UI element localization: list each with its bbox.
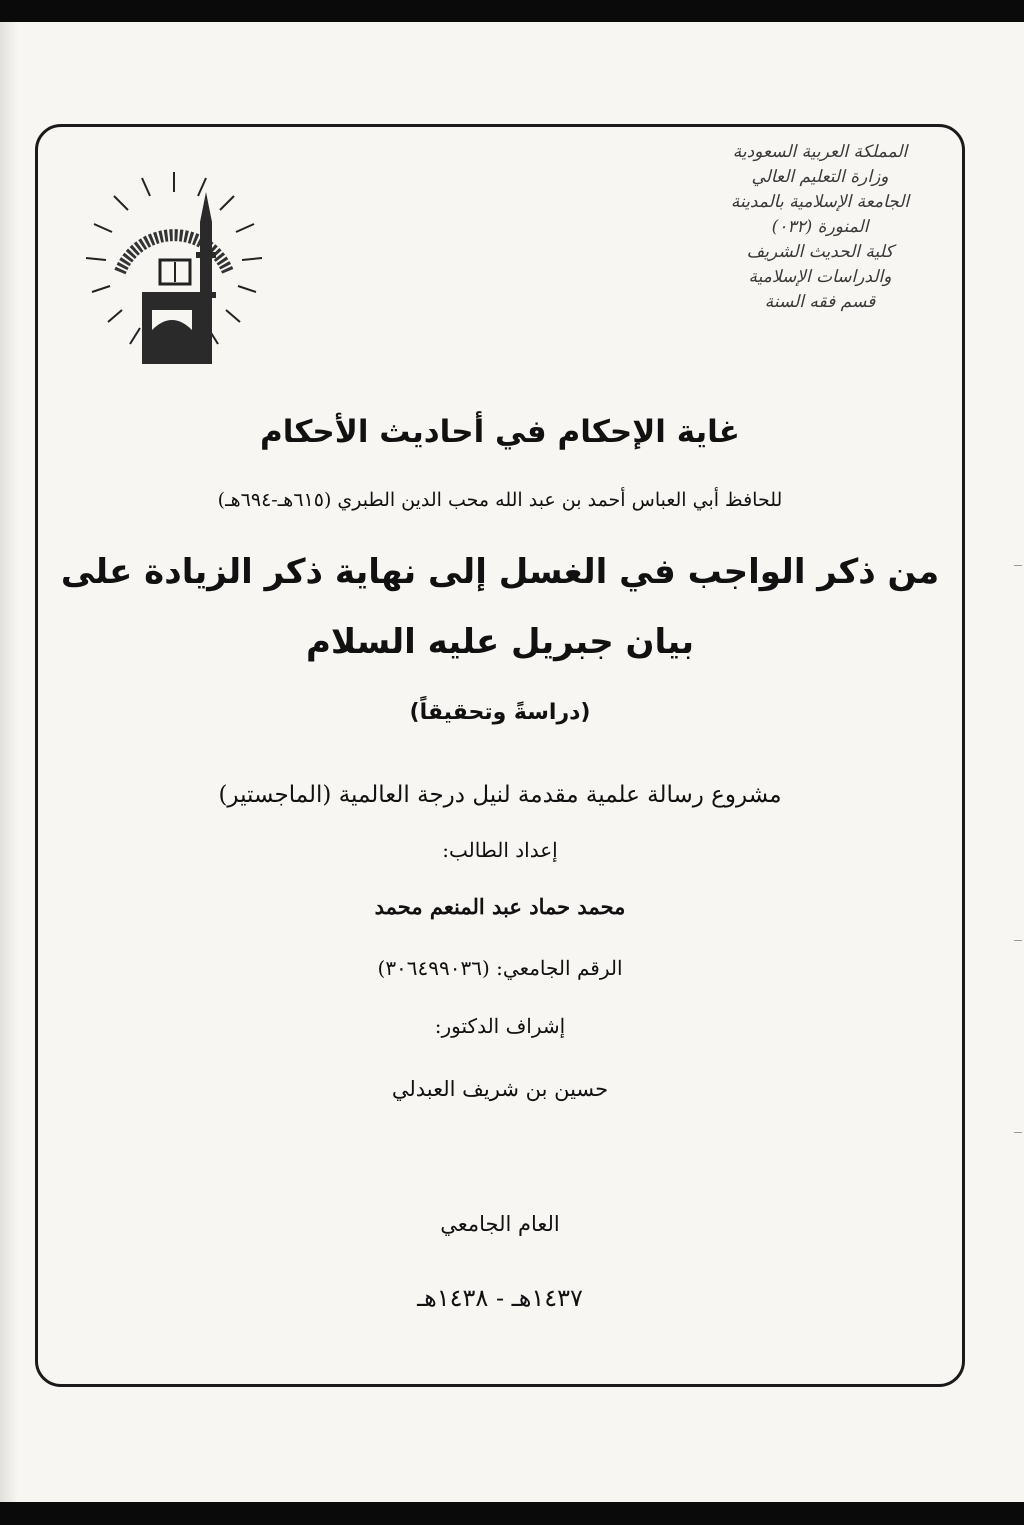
- stamp-line: كلية الحديث الشريف: [746, 242, 894, 262]
- university-number: الرقم الجامعي: (٣٠٦٤٩٩٠٣٦): [377, 956, 623, 980]
- book-title: غاية الإحكام في أحاديث الأحكام: [260, 414, 740, 450]
- book-author: للحافظ أبي العباس أحمد بن عبد الله محب الدين الطبري (٦١٥هـ-٦٩٤هـ): [217, 489, 783, 511]
- subject-line-2: بيان جبريل عليه السلام: [306, 622, 694, 662]
- stamp-line: والدراسات الإسلامية: [748, 267, 892, 287]
- stamp-line: المملكة العربية السعودية: [732, 142, 908, 162]
- supervisor-name: حسين بن شريف العبدلي: [391, 1077, 609, 1101]
- prepared-by-label: إعداد الطالب:: [442, 838, 558, 862]
- stamp-line: الجامعة الإسلامية بالمدينة: [730, 192, 910, 212]
- institution-stamp: [720, 140, 920, 315]
- stamp-line: قسم فقه السنة: [764, 292, 876, 312]
- page-edge-shadow: [0, 22, 18, 1502]
- islamic-university-logo-icon: [82, 162, 267, 372]
- academic-year-label: العام الجامعي: [440, 1212, 560, 1236]
- student-name: محمد حماد عبد المنعم محمد: [374, 894, 626, 919]
- study-tag: (دراسةً وتحقيقاً): [409, 700, 591, 725]
- thesis-project: مشروع رسالة علمية مقدمة لنيل درجة العالمية (الماجستير): [218, 782, 782, 808]
- document-page: [0, 22, 1024, 1502]
- margin-tick: [1014, 940, 1022, 941]
- stamp-line: المنورة (٠٣٢): [771, 217, 869, 237]
- academic-year-value: ١٤٣٧هـ - ١٤٣٨هـ: [417, 1284, 583, 1312]
- margin-tick: [1014, 565, 1022, 566]
- stamp-line: وزارة التعليم العالي: [751, 167, 889, 187]
- margin-tick: [1014, 1132, 1022, 1133]
- subject-line-1: من ذكر الواجب في الغسل إلى نهاية ذكر الزيادة على: [60, 552, 940, 592]
- supervisor-label: إشراف الدكتور:: [434, 1014, 566, 1038]
